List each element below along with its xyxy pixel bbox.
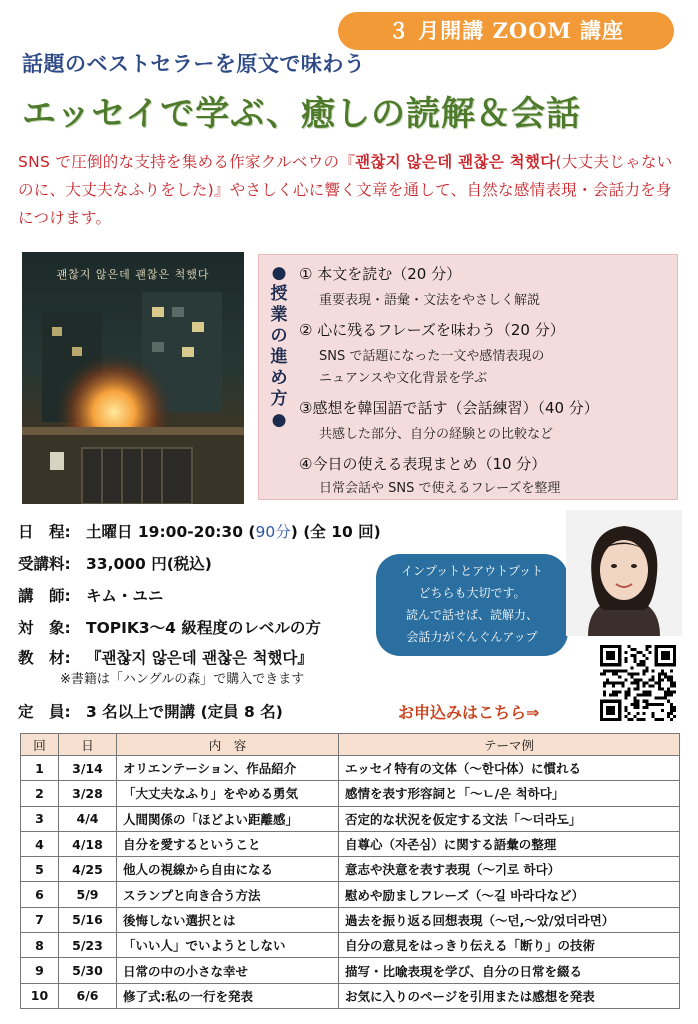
row-date: 4/18 — [59, 831, 117, 856]
step-2-desc2: ニュアンスや文化背景を学ぶ — [319, 371, 488, 386]
table-row — [21, 958, 680, 983]
book-cover-illustration — [22, 252, 244, 504]
row-content: 自分を愛するということ — [117, 831, 339, 856]
row-theme: 慰めや励ましフレーズ（～길 바라다など） — [339, 882, 680, 907]
row-theme: お気に入りのページを引用または感想を発表 — [339, 983, 680, 1008]
row-content: オリエンテーション、作品紹介 — [117, 756, 339, 781]
bubble-line-3: 読んで話せば、読解力、 — [405, 608, 538, 622]
apply-link[interactable]: お申込みはこちら⇒ — [398, 703, 540, 722]
row-number: 2 — [21, 781, 59, 806]
bubble-line-2: どちらも大切です。 — [418, 586, 526, 600]
subtitle: 話題のベストセラーを原文で味わう — [22, 51, 366, 76]
row-number: 5 — [21, 857, 59, 882]
info-material-value: 『괜찮지 않은데 괜찮은 척했다』 — [86, 649, 313, 667]
row-number: 8 — [21, 933, 59, 958]
intro-prefix: SNS で圧倒的な支持を集める作家クルベウの『 — [18, 153, 356, 171]
row-number: 4 — [21, 831, 59, 856]
speech-bubble — [376, 554, 568, 656]
row-content: 修了式:私の一行を発表 — [117, 983, 339, 1008]
info-teacher-label: 講 師: — [18, 587, 71, 605]
info-capacity — [18, 700, 283, 722]
teacher-portrait — [566, 510, 682, 636]
info-schedule-duration: 90分 — [255, 523, 291, 541]
info-capacity-value: 3 名以上で開講 (定員 8 名) — [86, 703, 283, 721]
qr-code[interactable] — [600, 645, 676, 721]
row-number: 3 — [21, 806, 59, 831]
step-3-desc: 共感した部分、自分の経験との比較など — [319, 427, 554, 442]
table-row — [21, 882, 680, 907]
info-fee-value: 33,000 円(税込) — [86, 555, 212, 573]
info-teacher-value: キム・ユニ — [86, 587, 164, 605]
table-row — [21, 806, 680, 831]
step-3-title: ③感想を韓国語で話す（会話練習）（40 分） — [299, 399, 599, 417]
row-content: 日常の中の小さな幸せ — [117, 958, 339, 983]
intro-text — [18, 148, 686, 232]
row-number: 1 — [21, 756, 59, 781]
header-content: 内 容 — [117, 734, 339, 756]
course-badge: ３ 月開講 ZOOM 講座 — [338, 12, 674, 50]
main-title: エッセイで学ぶ、癒しの読解＆会話 — [22, 94, 581, 134]
schedule-header-row — [21, 734, 680, 756]
row-date: 5/9 — [59, 882, 117, 907]
info-capacity-label: 定 員: — [18, 703, 71, 721]
row-theme: エッセイ特有の文体（～한다体）に慣れる — [339, 756, 680, 781]
row-content: 「いい人」でいようとしない — [117, 933, 339, 958]
row-content: 「大丈夫なふり」をやめる勇気 — [117, 781, 339, 806]
bubble-line-1: インプットとアウトプット — [401, 564, 543, 578]
info-material — [18, 646, 313, 668]
teacher-photo — [566, 510, 682, 636]
book-cover-title: 괜찮지 않은데 괜찮은 척했다 — [56, 268, 210, 281]
info-schedule-value-b: ) (全 10 回) — [290, 523, 381, 541]
intro-rest: (大丈夫じゃないのに、大丈夫なふりをした)』やさしく心に響く文章を通して、自然な感情表現・会話力を身につけます。 — [18, 153, 673, 227]
row-number: 7 — [21, 907, 59, 932]
info-target-value: TOPIK3～4 級程度のレベルの方 — [86, 619, 321, 637]
header-date: 日 — [59, 734, 117, 756]
schedule-table — [20, 733, 680, 1009]
row-date: 3/14 — [59, 756, 117, 781]
row-date: 4/25 — [59, 857, 117, 882]
step-4-title: ④今日の使える表現まとめ（10 分） — [299, 455, 547, 473]
step-4-desc: 日常会話や SNS で使えるフレーズを整理 — [319, 481, 561, 496]
info-material-label: 教 材: — [18, 649, 71, 667]
header-theme: テーマ例 — [339, 734, 680, 756]
row-date: 3/28 — [59, 781, 117, 806]
table-row — [21, 857, 680, 882]
info-schedule — [18, 520, 381, 542]
row-content: 後悔しない選択とは — [117, 907, 339, 932]
step-1-desc: 重要表現・語彙・文法をやさしく解説 — [319, 293, 541, 308]
info-fee — [18, 552, 212, 574]
row-theme: 自分の意見をはっきり伝える「断り」の技術 — [339, 933, 680, 958]
row-date: 5/16 — [59, 907, 117, 932]
info-fee-label: 受講料: — [18, 555, 71, 573]
lesson-steps-panel — [258, 254, 678, 500]
material-note: ※書籍は「ハングルの森」で購入できます — [60, 672, 305, 687]
table-row — [21, 831, 680, 856]
row-number: 9 — [21, 958, 59, 983]
step-2-desc: SNS で話題になった一文や感情表現の — [319, 349, 545, 364]
row-content: 人間関係の「ほどよい距離感」 — [117, 806, 339, 831]
row-theme: 過去を振り返る回想表現（～던,～았/었더라면） — [339, 907, 680, 932]
row-theme: 自尊心（자존심）に関する語彙の整理 — [339, 831, 680, 856]
info-target — [18, 616, 321, 638]
info-teacher — [18, 584, 163, 606]
table-row — [21, 756, 680, 781]
intro-book-title: 괜찮지 않은데 괜찮은 척했다 — [355, 153, 556, 171]
table-row — [21, 907, 680, 932]
step-2-title: ② 心に残るフレーズを味わう（20 分） — [299, 321, 565, 339]
info-schedule-value-a: 土曜日 19:00-20:30 ( — [86, 523, 256, 541]
qr-code-image — [600, 645, 676, 721]
row-number: 6 — [21, 882, 59, 907]
info-schedule-label: 日 程: — [18, 523, 71, 541]
table-row — [21, 933, 680, 958]
info-target-label: 対 象: — [18, 619, 71, 637]
row-theme: 描写・比喩表現を学び、自分の日常を綴る — [339, 958, 680, 983]
row-content: スランプと向き合う方法 — [117, 882, 339, 907]
row-date: 4/4 — [59, 806, 117, 831]
header-number: 回 — [21, 734, 59, 756]
row-theme: 意志や決意を表す表現（～기로 하다） — [339, 857, 680, 882]
table-row — [21, 983, 680, 1008]
table-row — [21, 781, 680, 806]
row-date: 5/30 — [59, 958, 117, 983]
row-theme: 否定的な状況を仮定する文法「～더라도」 — [339, 806, 680, 831]
row-date: 5/23 — [59, 933, 117, 958]
step-1-title: ① 本文を読む（20 分） — [299, 265, 462, 283]
book-cover-image — [22, 252, 244, 504]
row-theme: 感情を表す形容詞と「～ㄴ/은 척하다」 — [339, 781, 680, 806]
bubble-line-4: 会話力がぐんぐんアップ — [406, 630, 538, 644]
row-date: 6/6 — [59, 983, 117, 1008]
row-content: 他人の視線から自由になる — [117, 857, 339, 882]
steps-heading: ● 授 業 の 進 め 方 ● — [270, 263, 288, 430]
row-number: 10 — [21, 983, 59, 1008]
